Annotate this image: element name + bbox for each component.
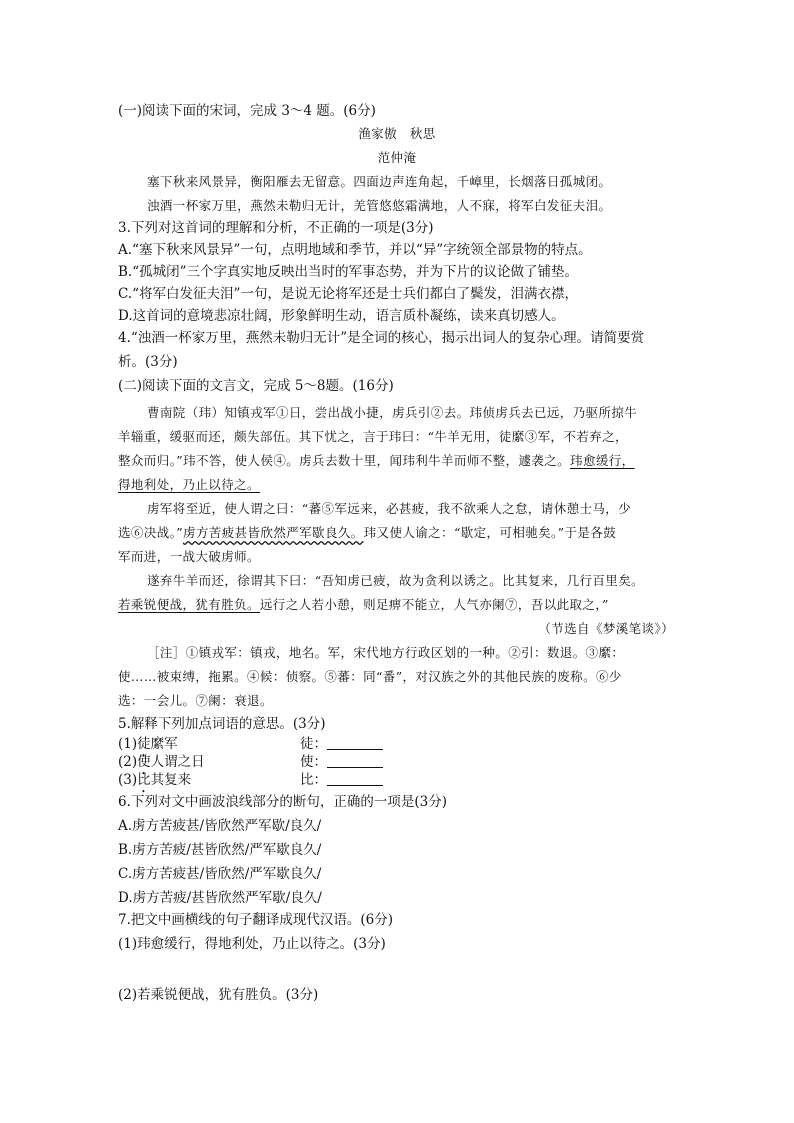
section2-heading: (二)阅读下面的文言文，完成 5～8题。(16分): [118, 378, 394, 394]
underlined-sentence-1a: 玮愈缓行，: [570, 453, 635, 468]
passage-p2-line-2-pre: 选⑥决战。”: [118, 525, 184, 540]
q3-option-b: B.“孤城闭”三个字真实地反映出当时的军事态势，并为下片的议论做了铺垫。: [118, 264, 579, 280]
q5-answer-3-blank[interactable]: [327, 771, 383, 786]
passage-p2-line-3: 军而进，一战大破虏师。: [118, 549, 260, 564]
passage-p2-line-2-post: 玮又使人谕之：“歇定，可相驰矣。”于是各鼓: [363, 525, 617, 540]
q7-stem: 7.把文中画横线的句子翻译成现代汉语。(6分): [118, 912, 394, 928]
q5-item-2-num: (2): [118, 754, 138, 770]
q4-line-2: 析。(3分): [118, 354, 178, 370]
passage-p3-line-2: [118, 595, 609, 615]
passage-p1-line-2: 羊辎重，缓驱而还，颇失部伍。其下忧之，言于玮曰：“牛羊无用，徒縻③军，不若弃之，: [118, 429, 628, 444]
q5-item-1-dotted: 徒: [137, 736, 151, 752]
passage-source: （节选自《梦溪笔谈》）: [538, 621, 674, 636]
q6-option-d: D.虏方苦疲/甚皆欣然严军歇/良久/: [118, 890, 322, 906]
q3-option-d: D.这首词的意境悲凉壮阔，形象鲜明生动，语言质朴凝练，读来真切感人。: [118, 308, 565, 324]
poem-author: 范仲淹: [377, 150, 417, 165]
q6-option-b: B.虏方苦疲/甚皆欣然/严军歇良久/: [118, 842, 322, 858]
passage-p1-line-3: [118, 451, 635, 471]
q5-answer-2: [300, 752, 383, 772]
passage-p2-line-1: 虏军将至近，使人谓之曰：“蕃⑤军远来，必甚疲，我不欲乘人之怠，请休憩士马，少: [147, 501, 632, 516]
section1-heading: (一)阅读下面的宋词，完成 3～4 题。(6分): [118, 103, 376, 119]
passage-p3-line-1: 遂弃牛羊而还，徐谓其下曰：“吾知虏已疲，故为贪利以诱之。比其复来，几行百里矣。: [147, 573, 644, 588]
q5-stem: 5.解释下列加点词语的意思。(3分): [118, 716, 326, 732]
notes-line-2: 使……被束缚，拖累。④候：侦察。⑤蕃：同“番”，对汉族之外的其他民族的废称。⑥少: [118, 669, 622, 684]
q6-stem: 6.下列对文中画波浪线部分的断句，正确的一项是(3分): [118, 794, 448, 810]
q3-option-a: A.“塞下秋来风景异”一句，点明地域和季节，并以“异”字统领全部景物的特点。: [118, 242, 592, 258]
q5-answer-1-blank[interactable]: [327, 735, 383, 750]
q5-answer-1-label: 徒：: [300, 736, 327, 752]
poem-line-2: 浊酒一杯家万里，燕然未勒归无计，羌管悠悠霜满地，人不寐，将军白发征夫泪。: [147, 198, 612, 213]
q5-item-1-rest: 縻军: [150, 736, 178, 752]
q7-sentence-1: (1)玮愈缓行，得地利处，乃止以待之。(3分): [118, 936, 386, 952]
passage-p3-line-2-post: 远行之人若小憩，则足痹不能立，人气亦阑⑦，吾以此取之，”: [259, 597, 609, 612]
poem-line-1: 塞下秋来风景异，衡阳雁去无留意。四面边声连角起，千嶂里，长烟落日孤城闭。: [147, 174, 612, 189]
notes-line-3: 选：一会儿。⑦阑：衰退。: [118, 693, 273, 708]
q5-item-2-rest: 人谓之日: [150, 754, 205, 770]
passage-p1-line-4: [118, 475, 260, 495]
q5-answer-3: [300, 770, 383, 790]
poem-title: 渔家傲 秋思: [358, 126, 436, 141]
q7-sentence-2: (2)若乘锐便战，犹有胜负。(3分): [118, 987, 319, 1003]
wavy-underlined-sentence: 虏方苦疲甚皆欣然严军歇良久。: [183, 525, 364, 540]
q5-answer-1: [300, 734, 383, 754]
q3-stem: 3.下列对这首词的理解和分析，不正确的一项是(3分): [118, 220, 434, 236]
q5-item-3-rest: 其复来: [150, 772, 192, 788]
underlined-sentence-1b: 得地利处，乃止以待之。: [118, 477, 260, 492]
passage-p1-line-1: 曹南院（玮）知镇戎军①日，尝出战小捷，虏兵引②去。玮侦虏兵去已远，乃驱所掠牛: [147, 405, 638, 420]
q6-option-c: C.虏方苦疲甚/皆欣然/严军歇良久/: [118, 866, 322, 882]
q3-option-c: C.“将军白发征夫泪”一句，是说无论将军还是士兵们都白了鬓发，泪满衣襟，: [118, 286, 578, 302]
passage-p1-line-3-text: 整众而归。”玮不答，使人侯④。虏兵去数十里，闻玮利牛羊而师不整，遽袭之。: [118, 453, 571, 468]
q5-answer-2-blank[interactable]: [327, 753, 383, 768]
q5-item-3-num: (3): [118, 772, 138, 788]
underlined-sentence-2: 若乘锐便战，犹有胜负。: [118, 597, 260, 612]
passage-p2-line-2: [118, 523, 616, 543]
q5-answer-3-label: 比：: [300, 772, 327, 788]
q5-answer-2-label: 使：: [300, 754, 327, 770]
q5-item-2-dotted: 使: [137, 754, 151, 770]
q5-item-1-num: (1): [118, 736, 138, 752]
q6-option-a: A.虏方苦疲甚/皆欣然严军歇/良久/: [118, 818, 322, 834]
q4-line-1: 4.“浊酒一杯家万里，燕然未勒归无计”是全词的核心，揭示出词人的复杂心理。请简要赏: [118, 330, 645, 346]
notes-line-1: ［注］①镇戎军：镇戎，地名。军，宋代地方行政区划的一种。②引：数退。③縻：: [147, 645, 625, 660]
q5-item-3-dotted: 比: [137, 772, 151, 788]
